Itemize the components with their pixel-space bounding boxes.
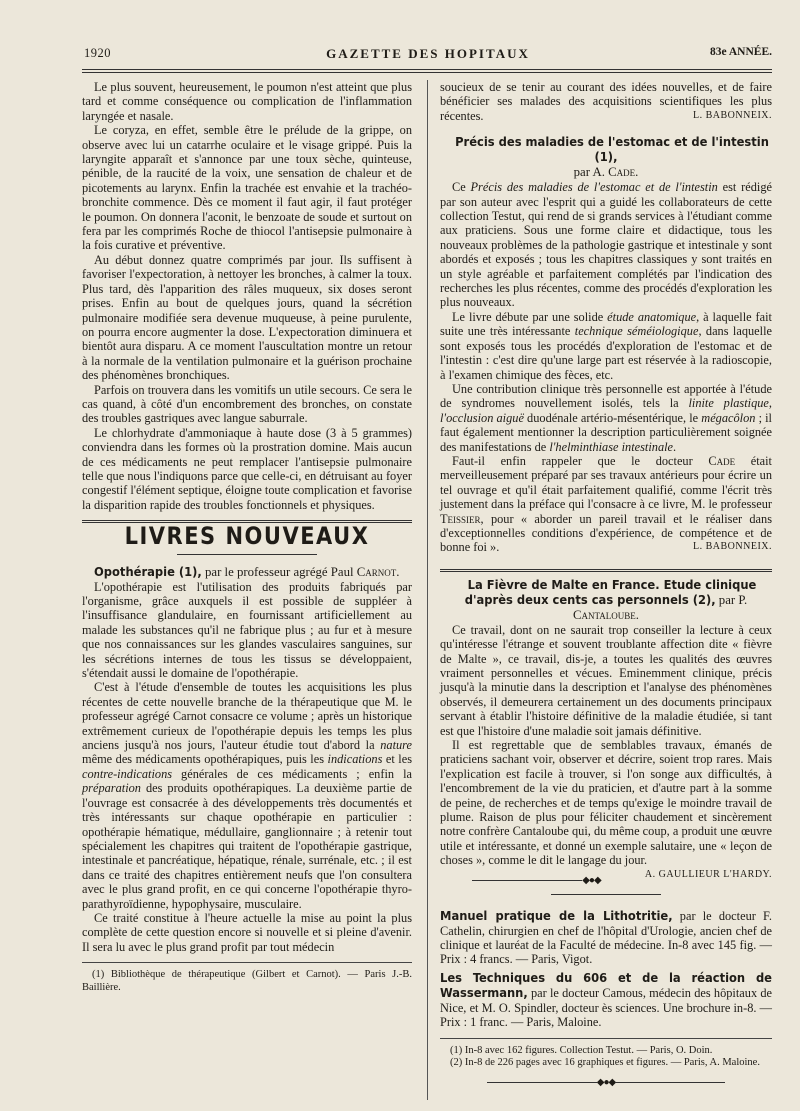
book-author: Cade. xyxy=(608,165,639,180)
book-heading xyxy=(440,135,772,180)
section-rule xyxy=(440,569,772,572)
book-title: Précis des maladies de l'estomac et de l'intestin (1), xyxy=(455,135,769,166)
footnote-rule xyxy=(440,1038,772,1039)
signature: L. BABONNEIX. xyxy=(693,541,772,553)
book-heading xyxy=(82,565,412,580)
right-column xyxy=(440,80,772,1096)
footnote: (1) In-8 avec 162 figures. Collection Testut. — Paris, O. Doin. xyxy=(450,1044,713,1056)
ornament-divider: ◆●◆ xyxy=(440,874,772,903)
paragraph: Ce travail, dont on ne saurait trop conseiller la lecture à ceux qu'intéresse l'étrange et souvent troublante affection dite « fièvre de Malte », ce travail, dis-je, a toutes les qualités des œuvres vraiment personnelles et vécues. Eminemment clinique, précis jusqu'à la minutie dans la description et l'analyse des phénomènes observés, il demeurera certainement un des documents principaux servant à établir l'histoire définitive de la maladie étudiée, si tant est que l'histoire d'une maladie soit jamais définitive. xyxy=(440,622,772,738)
header-rule-2 xyxy=(82,72,772,73)
signature: A. GAULLIEUR L'HARDY. xyxy=(644,868,772,880)
paragraph: L'opothérapie est l'utilisation des produits fabriqués par l'organisme, grâce auxquels il est possible de suppléer à l'insuffisance glandulaire, en fournissant artificiellement au malade les substances qu'il ne fabrique plus ; au fur et à mesure que nos connaissances sur les glandes vasculaires sanguines, sur les sécrétions internes de tous les tissus se développaient, s'étendait aussi le domaine de l'opothérapie. xyxy=(82,579,412,681)
paragraph: Le livre débute par une solide étude anatomique, à laquelle fait suite une très intéressante technique séméiologique, dans laquelle sont exposés tous les procédés d'exploration de l'estomac et de l'intestin : c'est dire qu'une large part est réservée à la radioscopie, à l'examen chimique des fèces, etc. xyxy=(440,309,772,382)
paragraph: Le coryza, en effet, semble être le prélude de la grippe, on observe avec lui un catarrhe oculaire et le visage grippé. Puis la laryngite apparaît et s'annonce par une toux sèche, quinteuse, pénible, de la raucité de la voix, une sensation de chaleur et de picotements au larynx. Enfin la trachée est envahie et la trachéo-bronchite commence. Dès ce moment il faut agir, il faut protéger le poumon. On donnera l'aconit, le benzoate de soude et surtout on fera par les comprimés Roche de thiocol l'antisepsie pulmonaire à la fois curative et préventive. xyxy=(82,123,412,253)
paragraph: Ce traité constitue à l'heure actuelle la mise au point la plus complète de cette question encore si nouvelle et si pleine d'avenir. Il sera lu avec le plus grand profit par tout médecin xyxy=(82,910,412,954)
column-divider xyxy=(427,80,428,1100)
paragraph: Le plus souvent, heureusement, le poumon n'est atteint que plus tard et comme conséquence ou complication de l'inflammation laryngée et nasale. xyxy=(82,80,412,123)
paragraph: Le chlorhydrate d'ammoniaque à haute dose (3 à 5 grammes) conviendra dans les formes où la prostration domine. Mais aucun de ces médicaments ne peut remplacer l'antisepsie pulmonaire telle que nous l'indiquons parce que celle-ci, en détruisant au foyer congestif l'élément septique, éloigne toute complication et favorise la disparition rapide des troubles fonctionnels et physiques. xyxy=(82,425,412,512)
journal-title: GAZETTE DES HOPITAUX xyxy=(326,46,530,61)
book-byline: par A. xyxy=(573,165,609,180)
paragraph: Parfois on trouvera dans les vomitifs un utile secours. Ce sera le cas quand, à côté d'un encombrement des bronches, on constate des troubles gastriques avec langue saburrale. xyxy=(82,382,412,426)
paragraph: Une contribution clinique très personnelle est apportée à l'étude de syndromes nouvellement isolés, tels la linite plastique, l'occlusion aiguë duodénale artério-mésentérique, le mégacôlon ; il faut également mentionner la description particulièrement soignée des manifestations de l'helminthiase intestinale. xyxy=(440,381,773,454)
ornament-divider: ◆●◆ xyxy=(440,1076,772,1090)
paragraph: Ce Précis des maladies de l'estomac et de l'intestin est rédigé par son auteur avec l'esprit qui a guidé les collaborateurs de cette collection Testut, qui rend de si grands services à l'étudiant comme aux praticiens. Sous une forme claire et didactique, tous les nouveaux problèmes de la pathologie gastrique et intestinale y sont abordés et exposés ; tous les chapitres classiques y sont traités en un style agréable et parfaitement complétés par l'indication des recherches les plus récentes, comme des procédés d'exploration les plus nouveaux. xyxy=(440,180,772,310)
year-label: 83e ANNÉE. xyxy=(710,46,772,58)
paragraph: C'est à l'étude d'ensemble de toutes les acquisitions les plus récentes de cette nouvelle branche de la thérapeutique que M. le professeur agrégé Carnot consacre ce volume ; après un historique extrêmement curieux de l'opothérapie depuis les temps les plus anciens jusqu'à nos jours, l'auteur étudie tout d'abord la nature même des médicaments opothérapiques, puis les indications et les contre-indications générales de ces médicaments ; enfin la préparation des produits opothérapiques. La deuxième partie de l'ouvrage est consacrée à des développements très documentés et très intéressants sur chaque opothérapie en particulier : opothérapie hématique, médullaire, ganglionnaire ; à retenir tout spécialement les chapitres qui traitent de l'opothérapie gastrique, intestinale et pancréatique, hépatique, rénale, surrénale, etc. ; il est dans ce traité des chapitres entièrement neufs que l'on consultera avec le plus grand profit, en ce qui concerne l'opothérapie thyro-parathyroïdienne, hypophysaire, musculaire. xyxy=(82,680,413,911)
paragraph: soucieux de se tenir au courant des idées nouvelles, et de faire bénéficier ses malades des acquisitions scientifiques les plus récentes. L. BABONNEIX. xyxy=(440,80,772,123)
footnote-rule xyxy=(82,962,412,963)
header-rule xyxy=(82,69,772,70)
signature: L. BABONNEIX. xyxy=(693,109,772,121)
running-header xyxy=(84,46,772,66)
footnote: (2) In-8 de 226 pages avec 16 graphiques et figures. — Paris, A. Maloine. xyxy=(450,1057,760,1069)
book-notice: Les Techniques du 606 et de la réaction de Wassermann, par le docteur Camous, médecin des hôpitaux de Nice, et M. O. Spindler, docteur ès sciences. Une brochure in-8. — Prix : 1 franc. — Paris, Maloine. xyxy=(440,970,772,1030)
title-underline xyxy=(177,554,317,555)
book-title: Opothérapie (1), xyxy=(94,564,202,580)
book-heading xyxy=(440,578,772,623)
book-title: La Fièvre de Malte en France. Etude clinique d'après deux cents cas personnels (2), xyxy=(464,577,757,608)
book-author: Cantaloube. xyxy=(572,607,639,622)
book-byline: par P. xyxy=(715,592,748,607)
book-title: Manuel pratique de la Lithotritie, xyxy=(440,908,673,924)
paragraph: Il est regrettable que de semblables travaux, émanés de praticiens sachant voir, observer et décrire, soient trop rares. Mais l'explication est facile à trouver, si l'on songe aux difficultés, à l'encombrement de la vie du praticien, et d'autre part à la somme de peine, de recherches et de temps qu'exige le moindre travail de plume. Raison de plus pour féliciter chaudement et sincèrement notre confrère Cantaloube qui, du même coup, a produit une œuvre utile et intéressante, et donné un exemple salutaire, une « leçon de choses », comme le dit le langage du jour. A. GAULLIEUR L'HARDY. xyxy=(440,738,772,868)
book-notice: Manuel pratique de la Lithotritie, par le docteur F. Cathelin, chirurgien en chef de l'hôpital d'Urologie, ancien chef de clinique et lauréat de la Faculté de médecine. In-8 avec 145 fig. — Prix : 4 francs. — Paris, Vigot. xyxy=(440,908,772,967)
paragraph: Au début donnez quatre comprimés par jour. Ils suffisent à favoriser l'expectoration, à nettoyer les bronches, à calmer la toux. Plus tard, dès l'apparition des râles muqueux, six doses seront prises. Enfin au bout de quelques jours, quand la sécrétion pulmonaire modifiée sera devenue muqueuse, à peine purulente, on pourra encore augmenter la dose. L'expectoration diminuera et bientôt aura disparu. A ce moment l'auscultation montre un retour à la normale de la ventilation pulmonaire et la guérison prochaine des phénomènes bronchiques. xyxy=(82,252,412,383)
paragraph: Faut-il enfin rappeler que le docteur Cade était merveilleusement préparé par ses travaux antérieurs pour écrire un tel ouvrage et qu'il était parfaitement qualifié, comme l'écrit très justement dans la préface qui l'consacre à ce livre, M. le professeur Teissier, pour « aborder un pareil travail et le réaliser dans d'exceptionnelles conditions d'expérience, de compétence et de bonne foi ». L. BABONNEIX. xyxy=(440,453,772,555)
footnote: (1) Bibliothèque de thérapeutique (Gilbert et Carnot). — Paris J.-B. Baillière. xyxy=(82,969,412,993)
book-byline: par le professeur agrégé Paul xyxy=(201,564,357,579)
book-title: Les Techniques du 606 et de la réaction de Wassermann, xyxy=(440,970,772,1001)
page-number: 1920 xyxy=(84,46,111,60)
left-column xyxy=(82,80,412,994)
book-author: Carnot. xyxy=(356,564,400,579)
section-title: LIVRES NOUVEAUX xyxy=(124,522,370,550)
